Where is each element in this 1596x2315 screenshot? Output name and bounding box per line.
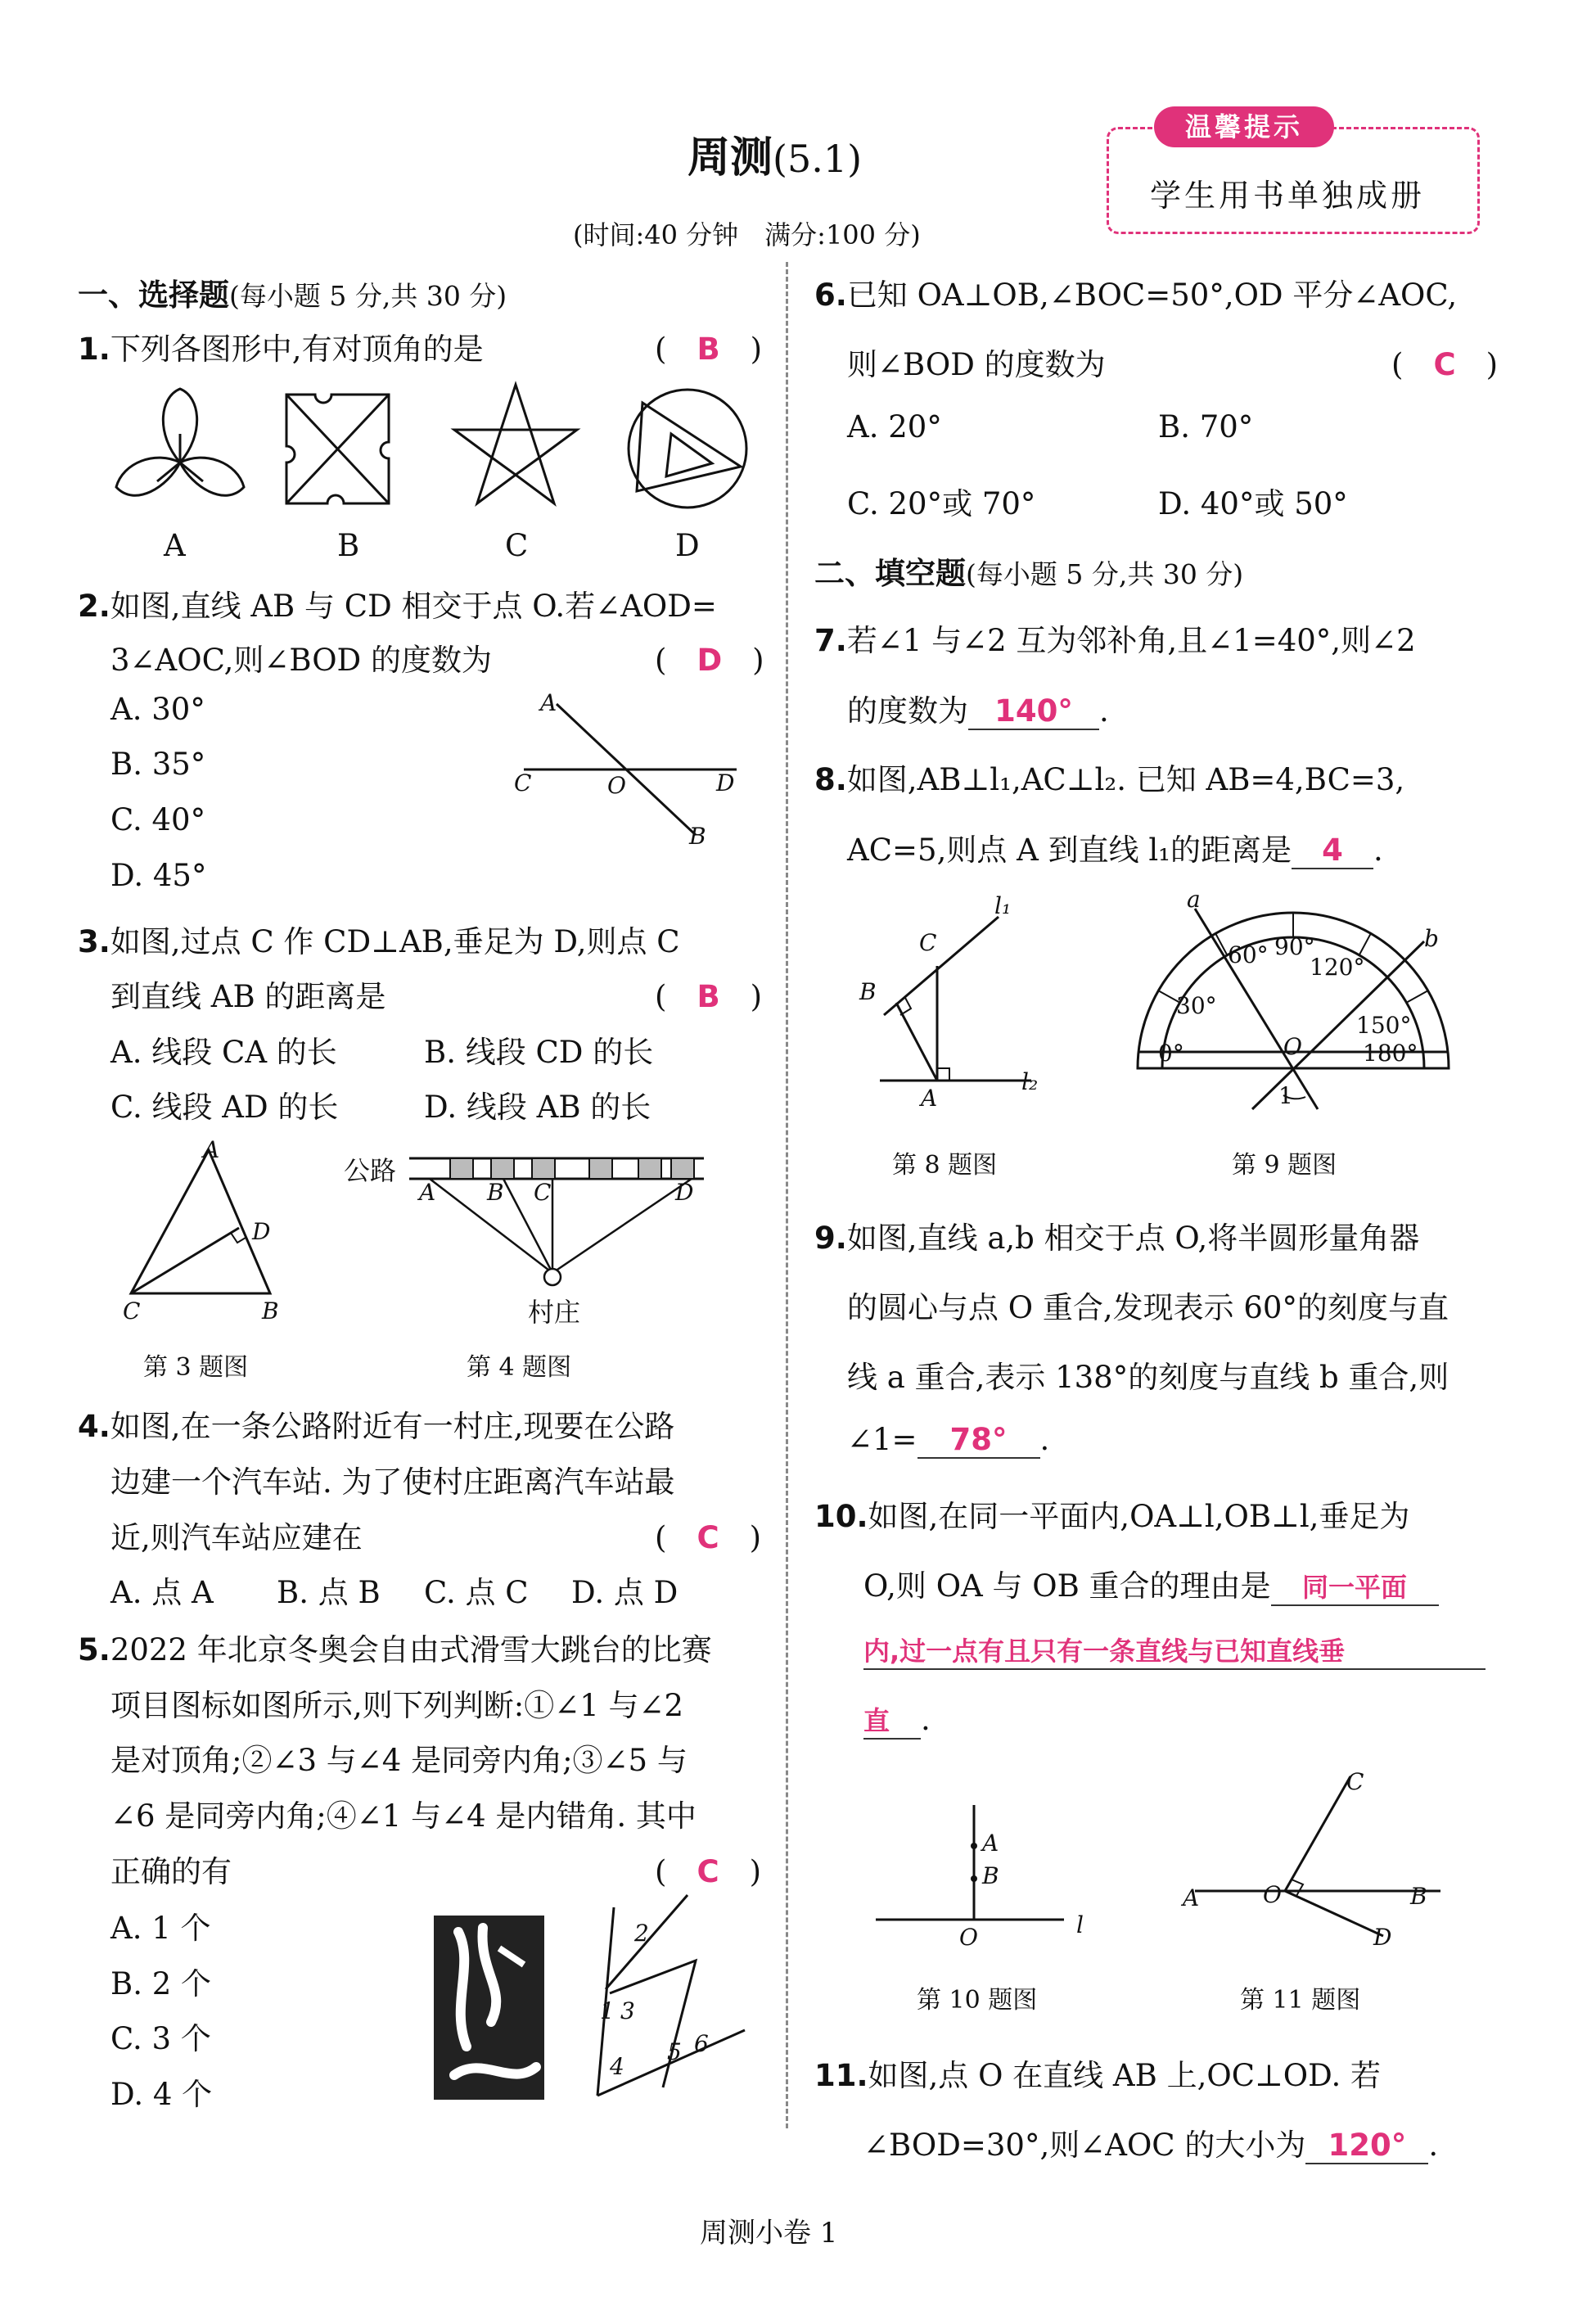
q6-option-a: A. 20° — [847, 409, 942, 444]
q9-caption: 第 9 题图 — [1232, 1151, 1337, 1180]
q10-line2: O,则 OA 与 OB 重合的理由是 同一平面 — [863, 1561, 1439, 1606]
q9-fig-180: 180° — [1363, 1040, 1418, 1067]
q4-fig-label-b: B — [487, 1179, 504, 1206]
q9-line1: 9.如图,直线 a,b 相交于点 O,将半圆形量角器 — [814, 1221, 1420, 1256]
q2-fig-label-a: A — [540, 689, 557, 716]
q9-fig-label-b: b — [1424, 925, 1439, 952]
q3-fig-label-a: A — [203, 1136, 220, 1163]
q9-line4: ∠1= 78° . — [847, 1422, 1050, 1457]
q4-fig-label-a: A — [419, 1179, 436, 1206]
tip-text: 学生用书单独成册 — [1150, 178, 1426, 214]
q2-line1: 2.如图,直线 AB 与 CD 相交于点 O.若∠AOD= — [78, 589, 717, 624]
q9-fig-90: 90° — [1274, 933, 1315, 960]
q3-option-d: D. 线段 AB 的长 — [424, 1090, 651, 1125]
q4-caption: 第 4 题图 — [467, 1353, 572, 1382]
q6-option-b: B. 70° — [1158, 409, 1254, 444]
q9-fig-label-o: O — [1283, 1033, 1302, 1060]
q7-line1: 7.若∠1 与∠2 互为邻补角,且∠1=40°,则∠2 — [814, 623, 1416, 658]
page-title: 周测(5.1) — [688, 133, 863, 183]
q8-fig-label-a: A — [921, 1085, 938, 1112]
tip-badge: 温馨提示 — [1154, 106, 1334, 147]
q4-fig-label-d: D — [675, 1179, 694, 1206]
q2-option-d: D. 45° — [110, 858, 207, 893]
q8-line1: 8.如图,AB⊥l₁,AC⊥l₂. 已知 AB=4,BC=3, — [814, 762, 1405, 797]
q11-fig-label-c: C — [1346, 1768, 1364, 1795]
q7-answer: 140° — [968, 693, 1099, 730]
q10-line1: 10.如图,在同一平面内,OA⊥l,OB⊥l,垂足为 — [814, 1499, 1410, 1534]
q3-line1: 3.如图,过点 C 作 CD⊥AB,垂足为 D,则点 C — [78, 924, 680, 959]
q11-fig-label-b: B — [1410, 1883, 1427, 1910]
q9-fig-120: 120° — [1310, 954, 1365, 981]
q2-fig-label-d: D — [716, 769, 735, 796]
q1-label-c: C — [505, 528, 529, 563]
q10-fig-label-l: l — [1076, 1911, 1084, 1938]
q1-answer: ( B ) — [655, 332, 763, 367]
q2-line2: 3∠AOC,则∠BOD 的度数为 — [110, 643, 492, 678]
q4-option-d: D. 点 D — [571, 1575, 679, 1610]
q5-fig-label-6: 6 — [694, 2030, 709, 2057]
q6-line1: 6.已知 OA⊥OB,∠BOC=50°,OD 平分∠AOC, — [814, 278, 1458, 313]
q6-line2: 则∠BOD 的度数为 — [847, 347, 1106, 382]
q4-line2: 边建一个汽车站. 为了使村庄距离汽车站最 — [110, 1464, 675, 1500]
q4-fig-label-c: C — [534, 1179, 552, 1206]
q11-fig-label-a: A — [1183, 1884, 1200, 1911]
q9-line2: 的圆心与点 O 重合,发现表示 60°的刻度与直 — [847, 1290, 1449, 1325]
page-subtitle: (时间:40 分钟 满分:100 分) — [573, 219, 921, 250]
q5-option-a: A. 1 个 — [110, 1911, 211, 1946]
q1-text: 1.下列各图形中,有对顶角的是 — [78, 332, 484, 367]
q10-answer-part2: 内,过一点有且只有一条直线与已知直线垂 — [863, 1631, 1486, 1670]
q11-caption: 第 11 题图 — [1240, 1986, 1361, 2015]
q6-answer: ( C ) — [1391, 347, 1499, 382]
q4-line1: 4.如图,在一条公路附近有一村庄,现要在公路 — [78, 1409, 675, 1444]
page-footer: 周测小卷 1 — [700, 2217, 838, 2250]
q9-fig-150: 150° — [1356, 1012, 1412, 1039]
q1-label-a: A — [164, 528, 186, 563]
q11-answer: 120° — [1305, 2128, 1428, 2164]
q10-fig-label-o: O — [959, 1924, 978, 1951]
q5-option-c: C. 3 个 — [110, 2021, 211, 2056]
q10-answer-part1: 同一平面 — [1271, 1567, 1439, 1606]
q5-fig-label-4: 4 — [610, 2053, 624, 2080]
q5-line5: 正确的有 — [110, 1854, 232, 1889]
q2-option-b: B. 35° — [110, 747, 206, 782]
q8-caption: 第 8 题图 — [892, 1151, 998, 1180]
q2-fig-label-c: C — [514, 769, 532, 796]
q10-line3 — [863, 1631, 1486, 1670]
q5-fig-label-5: 5 — [667, 2038, 682, 2065]
q5-line4: ∠6 是同旁内角;④∠1 与∠4 是内错角. 其中 — [110, 1798, 697, 1834]
q11-fig-label-o: O — [1263, 1881, 1282, 1908]
q8-line2: AC=5,则点 A 到直线 l₁的距离是 4 . — [847, 833, 1383, 868]
q2-fig-label-o: O — [607, 772, 626, 799]
q8-figure — [868, 900, 1048, 1097]
q10-caption: 第 10 题图 — [917, 1986, 1038, 2015]
q4-fig-village: 村庄 — [528, 1297, 581, 1328]
q8-fig-label-b: B — [859, 978, 877, 1005]
q4-option-b: B. 点 B — [277, 1575, 381, 1610]
q9-fig-30: 30° — [1176, 992, 1217, 1019]
q11-line2: ∠BOD=30°,则∠AOC 的大小为 120° . — [863, 2128, 1439, 2163]
q10-answer-part3: 直 — [863, 1700, 921, 1740]
q1-fig-a — [116, 389, 244, 495]
q4-line3: 近,则汽车站应建在 — [110, 1520, 363, 1555]
q1-fig-d — [629, 390, 746, 508]
q11-figure — [1187, 1768, 1457, 1948]
section-fill-title: 二、填空题(每小题 5 分,共 30 分) — [814, 556, 1244, 591]
q11-fig-label-d: D — [1373, 1924, 1392, 1951]
q2-option-a: A. 30° — [110, 692, 205, 727]
q5-fig-label-2: 2 — [634, 1920, 649, 1947]
q11-line1: 11.如图,点 O 在直线 AB 上,OC⊥OD. 若 — [814, 2058, 1381, 2093]
q8-answer: 4 — [1292, 833, 1373, 869]
q9-fig-label-a: a — [1187, 886, 1201, 913]
q3-fig-label-d: D — [252, 1218, 271, 1245]
q4-figure — [401, 1154, 712, 1285]
q1-fig-c — [454, 385, 577, 503]
q1-fig-b — [286, 395, 389, 503]
q3-option-b: B. 线段 CD 的长 — [424, 1035, 654, 1070]
q9-line3: 线 a 重合,表示 138°的刻度与直线 b 重合,则 — [847, 1360, 1449, 1395]
q3-fig-label-b: B — [262, 1297, 279, 1324]
q3-option-a: A. 线段 CA 的长 — [110, 1035, 337, 1070]
q5-option-b: B. 2 个 — [110, 1966, 212, 2001]
q9-fig-60: 60° — [1228, 941, 1269, 968]
q1-label-b: B — [337, 528, 360, 563]
q8-fig-label-c: C — [919, 929, 937, 956]
q9-fig-label-1: 1 — [1278, 1082, 1293, 1109]
q5-line3: 是对顶角;②∠3 与∠4 是同旁内角;③∠5 与 — [110, 1743, 688, 1778]
q2-option-c: C. 40° — [110, 802, 206, 837]
q3-answer: ( B ) — [655, 979, 763, 1014]
q5-fig-label-3: 3 — [620, 1997, 635, 2024]
q5-fig-label-1: 1 — [600, 1997, 615, 2024]
q5-answer: ( C ) — [655, 1854, 762, 1889]
q9-fig-0: 0° — [1158, 1040, 1184, 1067]
q10-fig-label-a: A — [982, 1830, 999, 1857]
q9-answer: 78° — [917, 1422, 1040, 1459]
q10-figure — [868, 1797, 1080, 1936]
q7-line2: 的度数为 140° . — [847, 693, 1109, 729]
q4-option-a: A. 点 A — [110, 1575, 214, 1610]
q8-fig-label-l2: l₂ — [1021, 1068, 1039, 1095]
q5-line1: 5.2022 年北京冬奥会自由式滑雪大跳台的比赛 — [78, 1632, 712, 1667]
q3-option-c: C. 线段 AD 的长 — [110, 1090, 339, 1125]
q6-option-d: D. 40°或 50° — [1158, 486, 1348, 521]
q3-caption: 第 3 题图 — [143, 1353, 249, 1382]
q10-fig-label-b: B — [982, 1862, 999, 1889]
q3-line2: 到直线 AB 的距离是 — [110, 979, 386, 1014]
q3-fig-label-c: C — [123, 1297, 141, 1324]
q8-fig-label-l1: l₁ — [994, 892, 1012, 919]
column-divider — [786, 262, 788, 2128]
q5-line2: 项目图标如图所示,则下列判断:①∠1 与∠2 — [110, 1688, 684, 1723]
q6-option-c: C. 20°或 70° — [847, 486, 1036, 521]
q4-answer: ( C ) — [655, 1520, 762, 1555]
q2-answer: ( D ) — [655, 643, 764, 678]
q2-fig-label-b: B — [689, 823, 706, 850]
q1-figures — [106, 385, 761, 524]
q5-option-d: D. 4 个 — [110, 2077, 213, 2112]
q1-label-d: D — [675, 528, 700, 563]
section-choice-title: 一、选择题(每小题 5 分,共 30 分) — [78, 278, 507, 313]
q4-fig-road: 公路 — [344, 1155, 397, 1186]
q4-option-c: C. 点 C — [424, 1575, 529, 1610]
q5-ski-icon — [434, 1916, 544, 2100]
q10-line4: 直 . — [863, 1700, 931, 1740]
